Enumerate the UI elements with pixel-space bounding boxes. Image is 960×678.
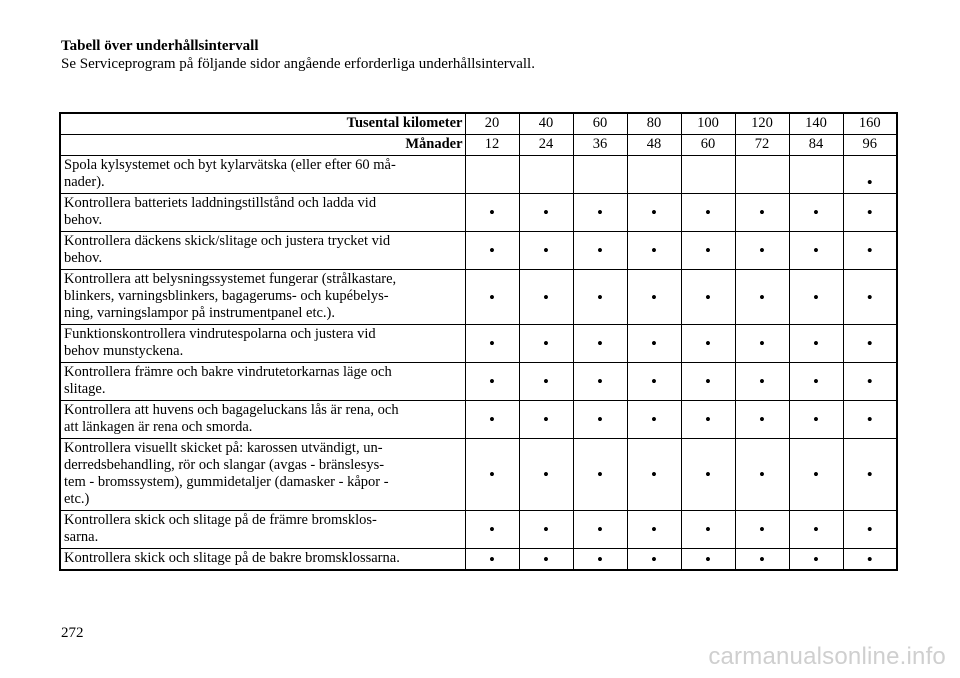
- interval-mark: •: [519, 194, 573, 232]
- interval-mark: •: [789, 363, 843, 401]
- interval-mark: •: [627, 363, 681, 401]
- interval-mark: •: [465, 549, 519, 571]
- interval-mark: •: [681, 232, 735, 270]
- interval-mark: •: [735, 401, 789, 439]
- interval-mark: •: [573, 363, 627, 401]
- interval-mark: •: [789, 549, 843, 571]
- interval-mark: •: [843, 363, 897, 401]
- interval-mark: •: [843, 325, 897, 363]
- intro-text: Se Serviceprogram på följande sidor angående erforderliga underhållsintervall.: [61, 56, 535, 72]
- km-header-row: [60, 113, 897, 135]
- interval-mark: •: [843, 194, 897, 232]
- km-value-cell: 120: [735, 113, 789, 135]
- interval-mark: •: [519, 511, 573, 549]
- interval-empty-cell: [735, 156, 789, 194]
- task-description: Kontrollera däckens skick/slitage och justera trycket vid behov.: [60, 232, 465, 270]
- page-number: 272: [61, 625, 84, 641]
- interval-mark: •: [465, 194, 519, 232]
- month-value-cell: 24: [519, 135, 573, 156]
- interval-mark: •: [627, 401, 681, 439]
- interval-mark: •: [465, 511, 519, 549]
- interval-mark: •: [735, 511, 789, 549]
- task-description: Kontrollera att huvens och bagageluckans lås är rena, och att länkagen är rena och smorda.: [60, 401, 465, 439]
- km-value-cell: 20: [465, 113, 519, 135]
- interval-mark: •: [843, 511, 897, 549]
- schedule-row: [60, 232, 897, 270]
- interval-mark: •: [627, 439, 681, 511]
- interval-mark: •: [681, 325, 735, 363]
- interval-mark: •: [735, 363, 789, 401]
- section-heading: Tabell över underhållsintervall: [61, 38, 259, 54]
- interval-mark: •: [681, 401, 735, 439]
- km-header-label: Tusental kilometer: [60, 113, 465, 135]
- interval-mark: •: [573, 325, 627, 363]
- interval-mark: •: [681, 549, 735, 571]
- interval-mark: •: [681, 270, 735, 325]
- interval-mark: •: [789, 439, 843, 511]
- interval-mark: •: [843, 439, 897, 511]
- km-value-cell: 60: [573, 113, 627, 135]
- task-description: Funktionskontrollera vindrutespolarna och justera vid behov munstyckena.: [60, 325, 465, 363]
- months-header-label: Månader: [60, 135, 465, 156]
- schedule-row: [60, 363, 897, 401]
- interval-mark: •: [465, 439, 519, 511]
- schedule-row: [60, 270, 897, 325]
- month-value-cell: 84: [789, 135, 843, 156]
- schedule-row: [60, 194, 897, 232]
- interval-mark: •: [573, 511, 627, 549]
- interval-mark: •: [735, 270, 789, 325]
- interval-mark: •: [627, 232, 681, 270]
- interval-mark: •: [465, 232, 519, 270]
- interval-mark: •: [735, 232, 789, 270]
- month-value-cell: 60: [681, 135, 735, 156]
- interval-mark: •: [465, 401, 519, 439]
- interval-mark: •: [681, 363, 735, 401]
- task-description: Kontrollera främre och bakre vindrutetorkarnas läge och slitage.: [60, 363, 465, 401]
- km-value-cell: 80: [627, 113, 681, 135]
- interval-mark: •: [843, 401, 897, 439]
- interval-mark: •: [681, 511, 735, 549]
- interval-mark: •: [627, 549, 681, 571]
- km-value-cell: 100: [681, 113, 735, 135]
- interval-empty-cell: [627, 156, 681, 194]
- interval-mark: •: [573, 194, 627, 232]
- interval-mark: •: [789, 325, 843, 363]
- interval-mark: •: [573, 549, 627, 571]
- schedule-row: [60, 401, 897, 439]
- interval-mark: •: [843, 549, 897, 571]
- interval-empty-cell: [681, 156, 735, 194]
- interval-mark: •: [627, 194, 681, 232]
- interval-mark: •: [465, 325, 519, 363]
- interval-mark: •: [789, 194, 843, 232]
- interval-mark: •: [627, 511, 681, 549]
- task-description: Kontrollera att belysningssystemet fungerar (strålkastare, blinkers, varningsblinkers, bagagerums- och kupébelys- ning, varningslampor på instrumentpanel etc.).: [60, 270, 465, 325]
- interval-mark: •: [789, 401, 843, 439]
- interval-mark: •: [681, 439, 735, 511]
- interval-mark: •: [519, 270, 573, 325]
- interval-mark: •: [627, 270, 681, 325]
- interval-mark: •: [789, 232, 843, 270]
- watermark: carmanualsonline.info: [708, 643, 946, 670]
- interval-mark: •: [573, 232, 627, 270]
- interval-mark: •: [627, 325, 681, 363]
- schedule-row: [60, 439, 897, 511]
- task-description: Kontrollera skick och slitage på de bakre bromsklossarna.: [60, 549, 465, 571]
- interval-empty-cell: [465, 156, 519, 194]
- interval-empty-cell: [573, 156, 627, 194]
- interval-mark: •: [519, 325, 573, 363]
- interval-empty-cell: [789, 156, 843, 194]
- maintenance-schedule-table: [59, 112, 898, 571]
- month-value-cell: 36: [573, 135, 627, 156]
- interval-mark: •: [519, 439, 573, 511]
- schedule-row: [60, 549, 897, 571]
- interval-mark: •: [843, 270, 897, 325]
- interval-mark: •: [573, 270, 627, 325]
- interval-mark: •: [735, 325, 789, 363]
- interval-empty-cell: [519, 156, 573, 194]
- task-description: Spola kylsystemet och byt kylarvätska (eller efter 60 må- nader).: [60, 156, 465, 194]
- interval-mark: •: [573, 401, 627, 439]
- interval-mark: •: [789, 270, 843, 325]
- interval-mark: •: [519, 549, 573, 571]
- schedule-row: [60, 325, 897, 363]
- schedule-row: [60, 156, 897, 194]
- km-value-cell: 140: [789, 113, 843, 135]
- interval-mark: •: [735, 439, 789, 511]
- interval-mark: •: [465, 363, 519, 401]
- task-description: Kontrollera visuellt skicket på: karossen utvändigt, un- derredsbehandling, rör och slangar (avgas - bränslesys- tem - bromssystem), gummidetaljer (damasker - kåpor - etc.): [60, 439, 465, 511]
- interval-mark: •: [519, 401, 573, 439]
- task-description: Kontrollera skick och slitage på de främre bromsklos- sarna.: [60, 511, 465, 549]
- km-value-cell: 40: [519, 113, 573, 135]
- interval-mark: •: [519, 363, 573, 401]
- interval-mark: •: [735, 194, 789, 232]
- km-value-cell: 160: [843, 113, 897, 135]
- interval-mark: •: [735, 549, 789, 571]
- interval-mark: •: [789, 511, 843, 549]
- interval-mark: •: [681, 194, 735, 232]
- month-value-cell: 96: [843, 135, 897, 156]
- interval-mark: •: [519, 232, 573, 270]
- month-value-cell: 48: [627, 135, 681, 156]
- interval-mark: •: [465, 270, 519, 325]
- schedule-row: [60, 511, 897, 549]
- interval-mark: •: [843, 156, 897, 194]
- interval-mark: •: [843, 232, 897, 270]
- month-value-cell: 12: [465, 135, 519, 156]
- task-description: Kontrollera batteriets laddningstillstånd och ladda vid behov.: [60, 194, 465, 232]
- month-value-cell: 72: [735, 135, 789, 156]
- months-header-row: [60, 135, 897, 156]
- interval-mark: •: [573, 439, 627, 511]
